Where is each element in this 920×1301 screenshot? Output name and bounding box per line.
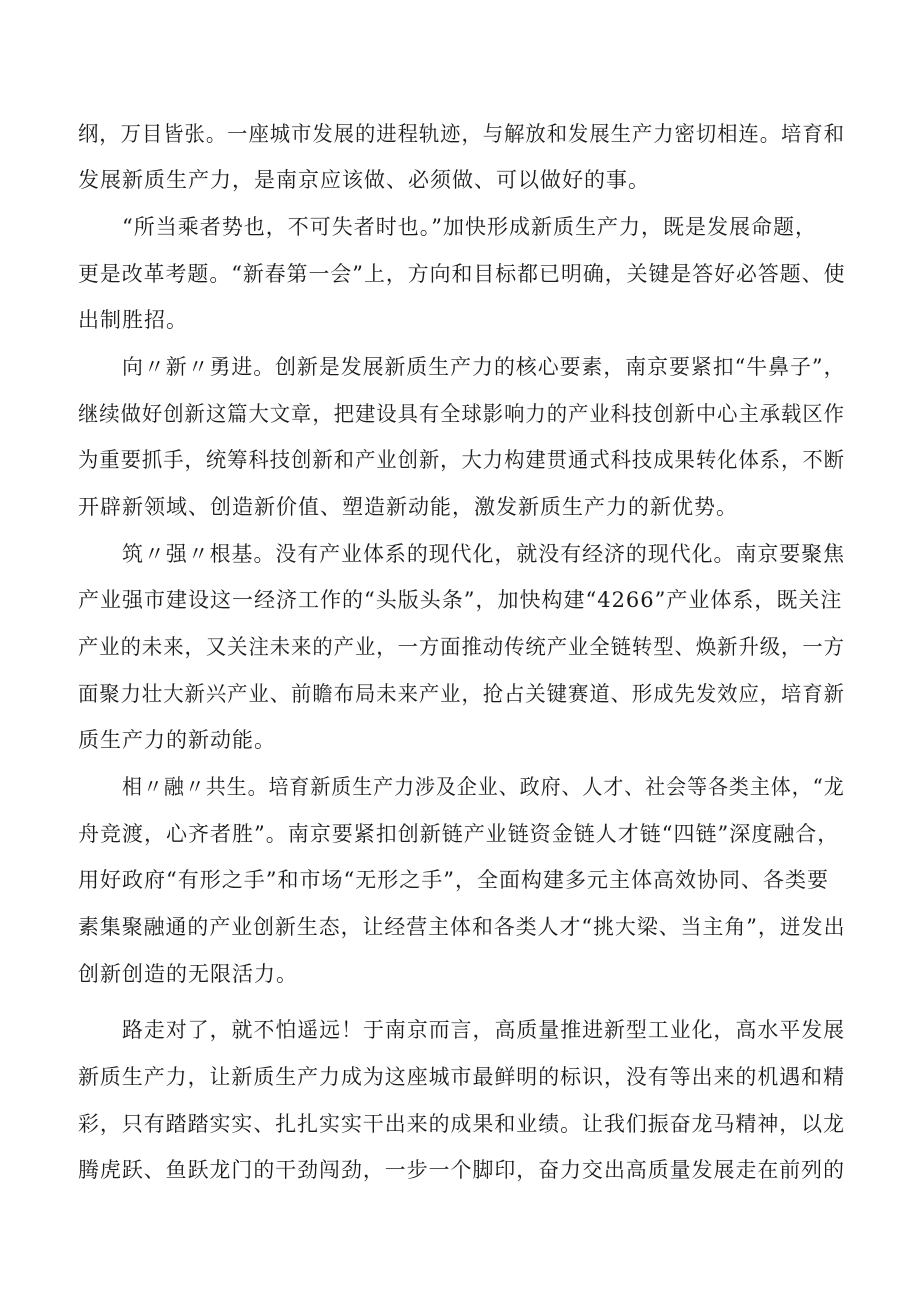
text-line: 向〃新〃勇进。创新是发展新质生产力的核心要素，南京要紧扣“牛鼻子”， [122,355,846,379]
text-line: 新质生产力，让新质生产力成为这座城市最鲜明的标识，没有等出来的机遇和精 [78,1065,845,1089]
text-line: “所当乘者势也，不可失者时也。”加快形成新质生产力，既是发展命题， [122,215,817,239]
text-line: 路走对了，就不怕遥远！于南京而言，高质量推进新型工业化，高水平发展 [122,1018,846,1042]
text-line: 产业的未来，又关注未来的产业，一方面推动传统产业全链转型、焕新升级，一方 [78,635,845,659]
text-line: 为重要抓手，统筹科技创新和产业创新，大力构建贯通式科技成果转化体系，不断 [78,448,845,472]
text-line: 面聚力壮大新兴产业、前瞻布局未来产业，抢占关键赛道、形成先发效应，培育新 [78,682,845,706]
text-line: 更是改革考题。“新春第一会”上，方向和目标都已明确，关键是答好必答题、使 [78,262,846,286]
text-line: 创新创造的无限活力。 [78,962,298,986]
text-line: 质生产力的新动能。 [78,728,276,752]
text-line: 出制胜招。 [78,308,188,332]
text-line: 舟竞渡，心齐者胜”。南京要紧扣创新链产业链资金链人才链“四链”深度融合， [78,822,840,846]
text-line: 纲，万目皆张。一座城市发展的进程轨迹，与解放和发展生产力密切相连。培育和 [78,122,845,146]
text-line: 继续做好创新这篇大文章，把建设具有全球影响力的产业科技创新中心主承载区作 [78,402,845,426]
text-line: 筑〃强〃根基。没有产业体系的现代化，就没有经济的现代化。南京要聚焦 [122,542,846,566]
text-line: 腾虎跃、鱼跃龙门的干劲闯劲，一步一个脚印，奋力交出高质量发展走在前列的 [78,1158,845,1182]
text-line: 彩，只有踏踏实实、扎扎实实干出来的成果和业绩。让我们振奋龙马精神，以龙 [78,1112,845,1136]
text-line: 开辟新领域、创造新价值、塑造新动能，激发新质生产力的新优势。 [78,495,738,519]
text-line: 用好政府“有形之手”和市场“无形之手”，全面构建多元主体高效协同、各类要 [78,868,829,892]
text-line: 发展新质生产力，是南京应该做、必须做、可以做好的事。 [78,168,650,192]
text-line: 相〃融〃共生。培育新质生产力涉及企业、政府、人才、社会等各类主体，“龙 [122,775,845,799]
text-line: 产业强市建设这一经济工作的“头版头条”，加快构建“4266”产业体系，既关注 [78,588,843,612]
text-line: 素集聚融通的产业创新生态，让经营主体和各类人才“挑大梁、当主角”，迸发出 [78,915,846,939]
